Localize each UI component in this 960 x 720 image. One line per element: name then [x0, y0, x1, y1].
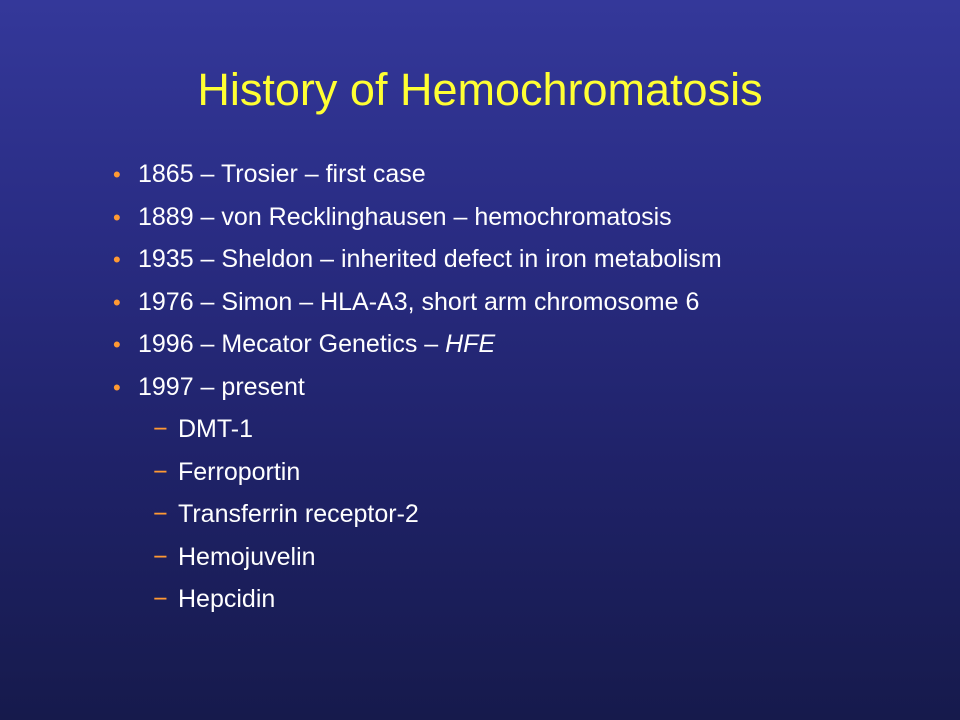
subbullet-item: [113, 408, 722, 451]
dash-icon: −: [153, 585, 168, 613]
bullet-point-icon: •: [113, 162, 121, 187]
dash-icon: −: [153, 457, 168, 486]
bullet-point-icon: •: [113, 289, 121, 315]
subbullet-text: Hemojuvelin: [178, 542, 316, 571]
subbullet-item: [113, 578, 722, 621]
bullet-point-icon: •: [113, 374, 121, 400]
bullet-item: [113, 281, 722, 324]
bullet-point-icon: •: [113, 332, 121, 357]
dash-icon: −: [153, 415, 168, 443]
subbullet-text: DMT-1: [178, 415, 253, 443]
bullet-text: 1997 – present: [138, 372, 305, 401]
bullet-list: [113, 153, 722, 621]
dash-icon: −: [153, 542, 168, 571]
subbullet-item: [113, 451, 722, 494]
subbullet-text: Ferroportin: [178, 457, 301, 486]
subbullet-text: Transferrin receptor-2: [178, 500, 419, 528]
bullet-item: [113, 238, 722, 281]
bullet-item: [113, 323, 722, 366]
bullet-point-icon: •: [113, 204, 121, 230]
bullet-item: [113, 366, 722, 409]
bullet-text: 1865 – Trosier – first case: [138, 160, 426, 188]
subbullet-text: Hepcidin: [178, 585, 276, 613]
bullet-text: 1996 – Mecator Genetics –: [138, 330, 446, 358]
bullet-point-icon: •: [113, 247, 121, 272]
gene-name: HFE: [445, 330, 496, 358]
subbullet-item: [113, 536, 722, 579]
bullet-item: [113, 153, 722, 196]
bullet-text: 1976 – Simon – HLA-A3, short arm chromosome 6: [138, 287, 700, 316]
bullet-text: 1935 – Sheldon – inherited defect in iron metabolism: [138, 245, 722, 273]
dash-icon: −: [153, 500, 168, 528]
bullet-text: 1889 – von Recklinghausen – hemochromatosis: [138, 202, 672, 231]
slide-title: History of Hemochromatosis: [197, 64, 763, 115]
subbullet-item: [113, 493, 722, 536]
bullet-item: [113, 196, 722, 239]
